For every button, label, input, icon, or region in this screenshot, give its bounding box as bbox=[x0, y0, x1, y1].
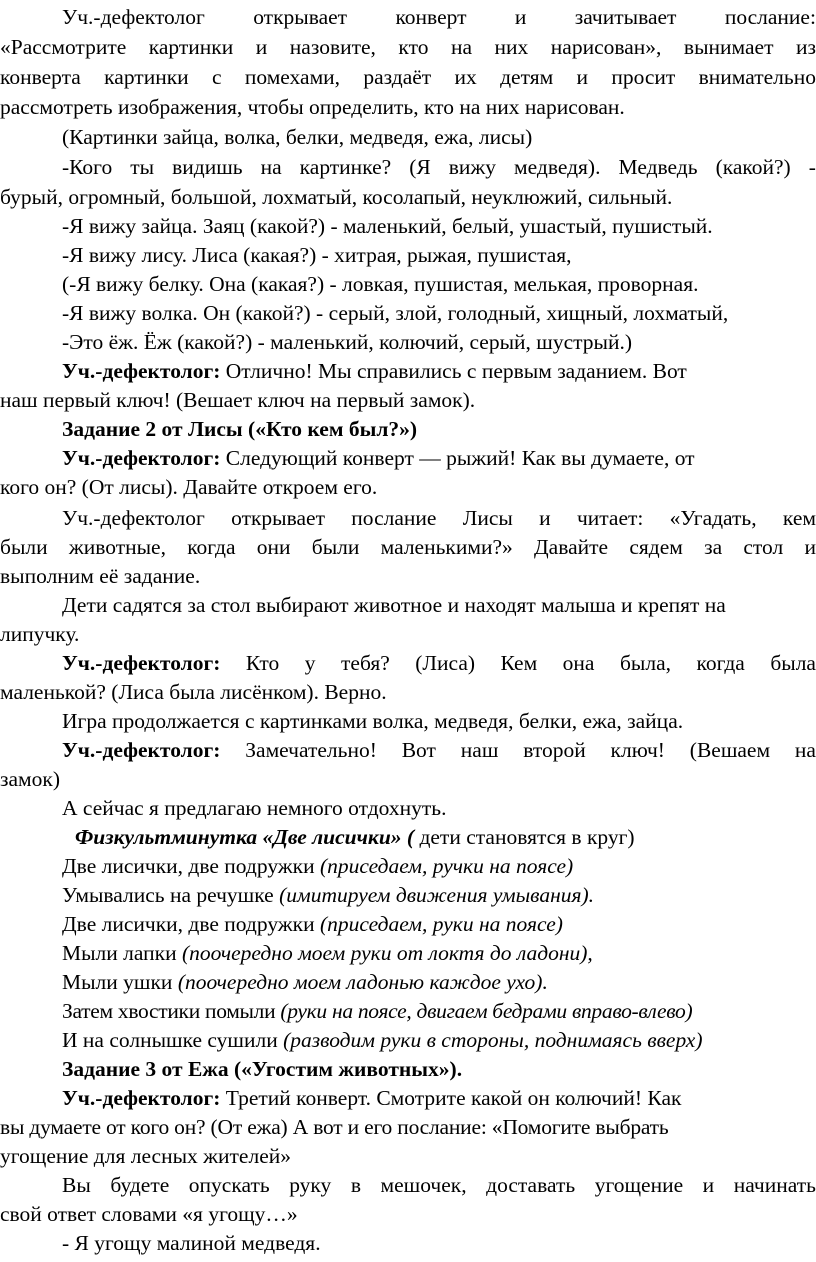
paragraph-line bbox=[62, 1171, 816, 1200]
word: опускать bbox=[188, 1173, 270, 1197]
word: послание bbox=[351, 506, 437, 530]
paragraph-line bbox=[62, 357, 687, 386]
paragraph-line: А сейчас я предлагаю немного отдохнуть. bbox=[62, 796, 447, 820]
word: (Вешаем bbox=[689, 738, 771, 762]
word: Уч.-дефектолог bbox=[62, 5, 205, 29]
paragraph-line: - Я угощу малиной медведя. bbox=[62, 1231, 321, 1255]
word: с bbox=[211, 65, 222, 89]
speaker-text: Следующий конверт — рыжий! Как вы думаете, от bbox=[225, 446, 695, 470]
paragraph-line: угощение для лесных жителей» bbox=[0, 1144, 291, 1168]
word: Лисы bbox=[462, 506, 513, 530]
paragraph-line: выполним её задание. bbox=[0, 564, 201, 588]
word: на bbox=[450, 35, 473, 59]
word: Вот bbox=[401, 738, 436, 762]
paragraph-line: кого он? (От лисы). Давайте откроем его. bbox=[0, 475, 378, 499]
word: (Я bbox=[409, 155, 431, 179]
word: них bbox=[494, 35, 529, 59]
word: тебя? bbox=[341, 651, 390, 675]
verse-text: Мыли лапки bbox=[62, 941, 182, 965]
word: были bbox=[0, 535, 48, 559]
word: послание: bbox=[724, 5, 816, 29]
word: животные, bbox=[68, 535, 166, 559]
word: вижу bbox=[448, 155, 496, 179]
word: помехами, bbox=[244, 65, 341, 89]
word: и bbox=[514, 5, 527, 29]
paragraph-line: свой ответ словами «я угощу…» bbox=[0, 1202, 298, 1226]
verse-line bbox=[62, 1026, 702, 1055]
verse-text: Умывались на речушке bbox=[62, 883, 280, 907]
speaker-label: Уч.-дефектолог: bbox=[62, 651, 221, 675]
word: открывает bbox=[253, 5, 348, 29]
word: читает: bbox=[576, 506, 644, 530]
verse-instruction: (приседаем, ручки на поясе) bbox=[319, 854, 574, 878]
paragraph-line: Дети садятся за стол выбирают животное и находят малыша и крепят на bbox=[62, 593, 726, 617]
word: наш bbox=[460, 738, 499, 762]
word: ключ! bbox=[610, 738, 665, 762]
section-heading bbox=[62, 415, 417, 444]
word: и bbox=[576, 65, 589, 89]
paragraph-line: наш первый ключ! (Вешает ключ на первый замок). bbox=[0, 388, 476, 412]
word: за bbox=[704, 535, 723, 559]
word: назовите, bbox=[289, 35, 376, 59]
word: на bbox=[260, 155, 282, 179]
speaker-text: Третий конверт. Смотрите какой он колючий! Как bbox=[225, 1086, 682, 1110]
word: (какой?) bbox=[715, 155, 791, 179]
word: и bbox=[702, 1173, 715, 1197]
word: картинки bbox=[148, 35, 234, 59]
word: раздаёт bbox=[363, 65, 432, 89]
word: ты bbox=[130, 155, 155, 179]
word: была, bbox=[619, 651, 671, 675]
paragraph-line bbox=[0, 63, 816, 92]
word: Уч.-дефектолог bbox=[62, 506, 205, 530]
paragraph-line: рассмотреть изображения, чтобы определить, кто на них нарисован. bbox=[0, 95, 625, 119]
word: Медведь bbox=[618, 155, 698, 179]
word: конверт bbox=[395, 5, 467, 29]
verse-line bbox=[62, 852, 573, 881]
heading-text: Задание 2 от Лисы («Кто кем был?») bbox=[62, 417, 418, 441]
verse-line bbox=[62, 997, 692, 1026]
verse-text: Две лисички, две подружки bbox=[62, 912, 320, 936]
word: в bbox=[350, 1173, 361, 1197]
speaker-label: Уч.-дефектолог: bbox=[62, 446, 221, 470]
paragraph-line: липучку. bbox=[0, 622, 80, 646]
section-heading bbox=[62, 1055, 462, 1084]
paragraph-line bbox=[62, 736, 816, 765]
speaker-label: Уч.-дефектолог: bbox=[62, 1086, 221, 1110]
paragraph-line bbox=[62, 153, 816, 182]
word: когда bbox=[696, 651, 745, 675]
word: - bbox=[808, 155, 816, 179]
heading-text: Задание 3 от Ежа («Угостим животных»). bbox=[62, 1057, 463, 1081]
word: (Лиса) bbox=[415, 651, 476, 675]
speaker-label: Уч.-дефектолог: bbox=[62, 359, 221, 383]
paragraph-line: Игра продолжается с картинками волка, медведя, белки, ежа, зайца. bbox=[62, 709, 684, 733]
heading-text: Физкультминутка «Две лисички» ( bbox=[75, 825, 415, 849]
word: была bbox=[770, 651, 816, 675]
word: сядем bbox=[629, 535, 683, 559]
paragraph-line: бурый, огромный, большой, лохматый, косолапый, неуклюжий, сильный. bbox=[0, 185, 673, 209]
word: второй bbox=[523, 738, 586, 762]
word: просит bbox=[611, 65, 676, 89]
word: из bbox=[795, 35, 816, 59]
word: на bbox=[794, 738, 816, 762]
word: маленькими?» bbox=[380, 535, 513, 559]
speaker-text: Отлично! Мы справились с первым заданием. Вот bbox=[225, 359, 687, 383]
word: Вы bbox=[62, 1173, 91, 1197]
word: угощение bbox=[594, 1173, 684, 1197]
paragraph-line: маленькой? (Лиса была лисёнком). Верно. bbox=[0, 680, 387, 704]
word: у bbox=[304, 651, 316, 675]
paragraph-line: -Это ёж. Ёж (какой?) - маленький, колючий, серый, шустрый.) bbox=[62, 330, 633, 354]
word: кем bbox=[782, 506, 816, 530]
verse-text: Две лисички, две подружки bbox=[62, 854, 320, 878]
word: стол bbox=[743, 535, 784, 559]
word: нарисован», bbox=[550, 35, 662, 59]
word: их bbox=[454, 65, 477, 89]
paragraph-line: замок) bbox=[0, 767, 60, 791]
word: и bbox=[539, 506, 551, 530]
paragraph-line bbox=[62, 649, 816, 678]
paragraph-line bbox=[0, 33, 816, 62]
verse-line bbox=[62, 881, 594, 910]
word: они bbox=[256, 535, 291, 559]
word: внимательно bbox=[698, 65, 816, 89]
word: Замечательно! bbox=[245, 738, 377, 762]
word: будете bbox=[110, 1173, 170, 1197]
word: Кто bbox=[245, 651, 280, 675]
word: зачитывает bbox=[574, 5, 677, 29]
paragraph-line bbox=[0, 533, 816, 562]
paragraph-line: (-Я вижу белку. Она (какая?) - ловкая, пушистая, мелькая, проворная. bbox=[62, 272, 699, 296]
verse-instruction: (имитируем движения умывания). bbox=[279, 883, 595, 907]
word: открывает bbox=[231, 506, 325, 530]
word: начинать bbox=[733, 1173, 816, 1197]
section-heading bbox=[75, 823, 635, 852]
paragraph-line: -Я вижу волка. Он (какой?) - серый, злой, голодный, хищный, лохматый, bbox=[62, 301, 729, 325]
word: и bbox=[255, 35, 268, 59]
word: мешочек, bbox=[380, 1173, 467, 1197]
word: видишь bbox=[172, 155, 243, 179]
word: она bbox=[562, 651, 595, 675]
verse-instruction: (разводим руки в стороны, поднимаясь вверх) bbox=[283, 1028, 703, 1052]
word: конверта bbox=[0, 65, 81, 89]
verse-instruction: (руки на поясе, двигаем бедрами вправо-влево) bbox=[280, 999, 693, 1023]
word: доставать bbox=[486, 1173, 576, 1197]
verse-instruction: (поочередно моем руки от локтя до ладони), bbox=[182, 941, 593, 965]
word: руку bbox=[289, 1173, 332, 1197]
verse-line bbox=[62, 968, 548, 997]
speaker-label: Уч.-дефектолог: bbox=[62, 738, 221, 762]
paragraph-line bbox=[62, 3, 816, 32]
word: Давайте bbox=[534, 535, 609, 559]
verse-instruction: (поочередно моем ладонью каждое ухо). bbox=[177, 970, 548, 994]
word: «Рассмотрите bbox=[0, 35, 127, 59]
heading-note: дети становятся в круг) bbox=[414, 825, 635, 849]
word: детям bbox=[500, 65, 554, 89]
word: картинке? bbox=[299, 155, 392, 179]
paragraph-line: вы думаете от кого он? (От ежа) А вот и его послание: «Помогите выбрать bbox=[0, 1115, 669, 1139]
paragraph-line bbox=[62, 504, 816, 533]
word: -Кого bbox=[62, 155, 113, 179]
word: медведя). bbox=[514, 155, 601, 179]
paragraph-line bbox=[62, 1084, 681, 1113]
word: Кем bbox=[500, 651, 538, 675]
verse-text: И на солнышке сушили bbox=[62, 1028, 284, 1052]
verse-text: Мыли ушки bbox=[62, 970, 178, 994]
word: картинки bbox=[104, 65, 189, 89]
word: и bbox=[804, 535, 816, 559]
word: «Угадать, bbox=[669, 506, 757, 530]
paragraph-line: -Я вижу зайца. Заяц (какой?) - маленький, белый, ушастый, пушистый. bbox=[62, 214, 713, 238]
paragraph-line: (Картинки зайца, волка, белки, медведя, ежа, лисы) bbox=[62, 125, 533, 149]
word: были bbox=[311, 535, 360, 559]
paragraph-line bbox=[62, 444, 695, 473]
word: вынимает bbox=[683, 35, 774, 59]
word: кто bbox=[398, 35, 429, 59]
paragraph-line: -Я вижу лису. Лиса (какая?) - хитрая, рыжая, пушистая, bbox=[62, 243, 572, 267]
verse-instruction: (приседаем, руки на поясе) bbox=[319, 912, 563, 936]
word: когда bbox=[187, 535, 236, 559]
verse-line bbox=[62, 910, 563, 939]
verse-text: Затем хвостики помыли bbox=[62, 999, 281, 1023]
verse-line bbox=[62, 939, 593, 968]
